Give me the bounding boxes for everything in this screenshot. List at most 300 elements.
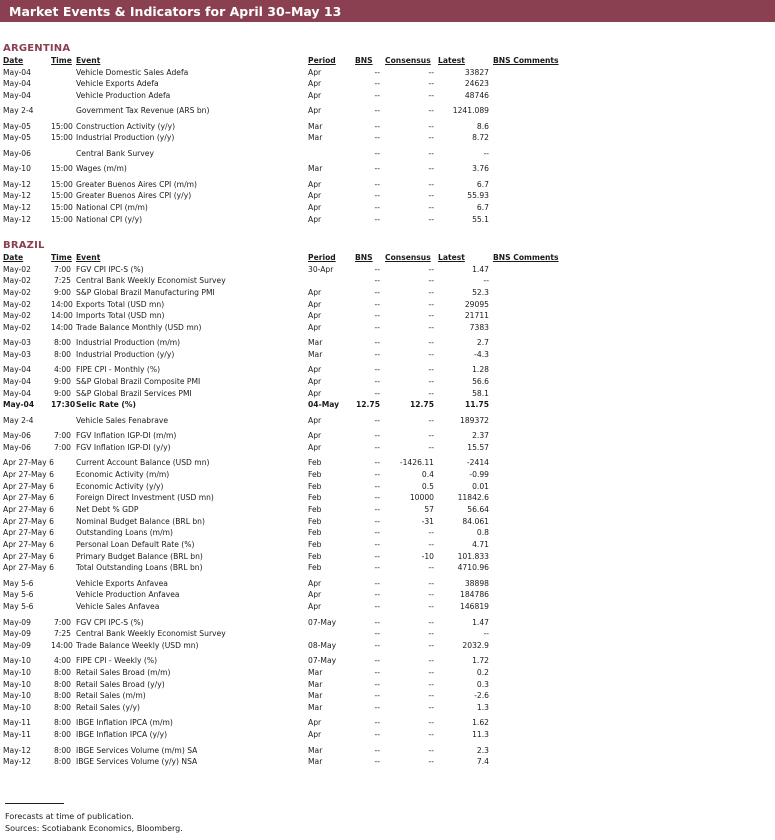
period-cell: Apr: [308, 365, 322, 375]
period-cell: Apr: [308, 602, 322, 612]
latest-cell: 33827: [464, 67, 489, 77]
latest-cell: 8.72: [472, 133, 489, 143]
date-header: Date: [3, 253, 24, 262]
bns-forecast-cell: --: [374, 106, 380, 116]
date-cell: May-06: [3, 148, 31, 158]
latest-cell: 58.1: [472, 388, 489, 398]
period-cell: Apr: [308, 730, 322, 739]
time-cell: 7:00: [53, 617, 71, 627]
consensus-cell: --: [428, 79, 434, 89]
period-cell: Mar: [308, 121, 323, 131]
event-cell: Vehicle Production Adefa: [76, 90, 171, 100]
latest-cell: 1241.089: [452, 106, 489, 116]
footnote-divider: [5, 803, 64, 804]
latest-cell: 2.7: [476, 338, 489, 348]
bns-forecast-cell: --: [374, 121, 380, 131]
consensus-cell: --: [428, 106, 434, 116]
period-cell: Feb: [308, 540, 322, 549]
table-row: [0, 122, 775, 132]
period-cell: Mar: [308, 164, 323, 174]
bns-forecast-cell: --: [374, 516, 380, 526]
latest-cell: 21711: [464, 311, 489, 321]
event-cell: Retail Sales Broad (y/y): [76, 679, 165, 689]
bns-forecast-cell: --: [374, 745, 380, 755]
event-cell: Vehicle Exports Anfavea: [76, 578, 168, 588]
latest-cell: 84.061: [462, 516, 489, 526]
consensus-cell: --: [428, 679, 434, 689]
time-cell: 14:00: [51, 322, 73, 332]
consensus-cell: 12.75: [409, 400, 434, 410]
period-cell: Mar: [308, 133, 323, 143]
event-cell: IBGE Inflation IPCA (m/m): [76, 718, 173, 728]
consensus-cell: --: [428, 67, 434, 77]
time-cell: 9:00: [53, 377, 71, 386]
consensus-cell: --: [428, 214, 434, 224]
event-cell: Trade Balance Weekly (USD mn): [76, 640, 199, 650]
date-cell: May-10: [3, 656, 31, 666]
table-row: [0, 300, 775, 310]
event-cell: FIPE CPI - Weekly (%): [76, 656, 158, 666]
consensus-cell: --: [428, 90, 434, 100]
bns-forecast-cell: --: [374, 79, 380, 89]
table-row: [0, 505, 775, 515]
bns-forecast-cell: --: [374, 202, 380, 212]
time-cell: 8:00: [53, 730, 71, 739]
time-cell: 7:25: [53, 629, 71, 639]
table-row: [0, 718, 775, 728]
bns-forecast-cell: --: [374, 431, 380, 441]
bns-forecast-cell: --: [374, 540, 380, 549]
table-row: [0, 629, 775, 639]
date-cell: May-05: [3, 121, 31, 131]
event-cell: FGV Inflation IGP-DI (y/y): [76, 442, 171, 452]
bns-forecast-cell: --: [374, 528, 380, 538]
time-cell: 15:00: [51, 191, 73, 201]
table-row: [0, 180, 775, 190]
event-cell: FIPE CPI - Monthly (%): [76, 365, 161, 375]
date-cell: May-05: [3, 133, 31, 143]
table-row: [0, 528, 775, 538]
period-cell: Mar: [308, 702, 323, 712]
consensus-cell: --: [428, 388, 434, 398]
date-cell: May 2-4: [3, 106, 34, 116]
table-row: [0, 590, 775, 600]
consensus-cell: 0.5: [421, 481, 434, 491]
event-cell: Exports Total (USD mn): [76, 299, 165, 309]
consensus-cell: --: [428, 563, 434, 573]
period-header: Period: [308, 56, 336, 65]
bns-forecast-cell: --: [374, 214, 380, 224]
consensus-header: Consensus: [385, 253, 431, 262]
table-row: [0, 164, 775, 174]
time-cell: 15:00: [51, 121, 73, 131]
consensus-cell: --: [428, 578, 434, 588]
time-cell: 8:00: [53, 667, 71, 677]
table-row: [0, 618, 775, 628]
event-cell: Imports Total (USD mn): [76, 311, 165, 321]
bns-forecast-cell: --: [374, 640, 380, 650]
event-cell: Current Account Balance (USD mn): [76, 458, 210, 468]
latest-cell: 184786: [460, 590, 489, 600]
latest-cell: 11.75: [464, 400, 489, 410]
consensus-cell: -1426.11: [399, 458, 434, 468]
latest-cell: 7.4: [476, 757, 489, 767]
period-cell: Mar: [308, 679, 323, 689]
bns-forecast-cell: --: [374, 629, 380, 639]
event-cell: FGV CPI IPC-S (%): [76, 264, 144, 274]
date-cell: May-02: [3, 276, 31, 286]
bns-forecast-cell: --: [374, 67, 380, 77]
date-cell: May-12: [3, 745, 31, 755]
table-row: [0, 482, 775, 492]
bns-forecast-cell: --: [374, 505, 380, 514]
period-cell: 07-May: [308, 656, 337, 666]
consensus-cell: --: [428, 590, 434, 600]
bns-forecast-cell: --: [374, 287, 380, 297]
event-cell: Trade Balance Monthly (USD mn): [76, 322, 202, 332]
table-row: [0, 493, 775, 503]
event-cell: Industrial Production (y/y): [76, 133, 175, 143]
date-cell: May-12: [3, 202, 31, 212]
consensus-cell: --: [428, 349, 434, 359]
event-cell: Industrial Production (m/m): [76, 338, 181, 348]
time-cell: 8:00: [53, 757, 71, 767]
table-row: [0, 458, 775, 468]
latest-cell: 6.7: [476, 202, 489, 212]
bns-forecast-cell: --: [374, 191, 380, 201]
latest-cell: 24623: [464, 79, 489, 89]
date-cell: Apr 27-May 6: [3, 493, 54, 503]
bns-forecast-cell: --: [374, 338, 380, 348]
bns-forecast-cell: --: [374, 388, 380, 398]
date-cell: May-12: [3, 757, 31, 767]
event-cell: Industrial Production (y/y): [76, 349, 175, 359]
date-cell: May-04: [3, 388, 31, 398]
time-cell: 8:00: [53, 349, 71, 359]
time-cell: 15:00: [51, 164, 73, 174]
date-cell: Apr 27-May 6: [3, 470, 54, 479]
bns-forecast-cell: --: [374, 493, 380, 503]
event-cell: National CPI (m/m): [76, 202, 148, 212]
time-cell: 9:00: [53, 287, 71, 297]
period-cell: Apr: [308, 106, 322, 116]
event-cell: IBGE Services Volume (m/m) SA: [76, 745, 198, 755]
date-cell: May-04: [3, 365, 31, 375]
latest-cell: 0.01: [472, 481, 489, 491]
event-cell: Retail Sales (m/m): [76, 691, 146, 701]
page-title: Market Events & Indicators for April 30–May 13: [9, 4, 342, 19]
bns-forecast-cell: --: [374, 415, 380, 425]
consensus-cell: --: [428, 191, 434, 201]
period-cell: Mar: [308, 757, 323, 767]
period-cell: Apr: [308, 322, 322, 332]
table-row: [0, 106, 775, 116]
period-cell: 04-May: [308, 400, 340, 410]
consensus-cell: 0.4: [421, 470, 434, 479]
date-cell: May-03: [3, 349, 31, 359]
latest-cell: 29095: [464, 299, 489, 309]
latest-cell: 1.28: [472, 365, 489, 375]
consensus-cell: -10: [421, 551, 434, 561]
date-cell: May-06: [3, 431, 31, 441]
latest-cell: 101.833: [457, 551, 489, 561]
date-cell: Apr 27-May 6: [3, 551, 54, 561]
date-cell: Apr 27-May 6: [3, 516, 54, 526]
date-cell: May 2-4: [3, 415, 34, 425]
latest-cell: 1.47: [472, 264, 489, 274]
consensus-cell: --: [428, 442, 434, 452]
bns-forecast-cell: --: [374, 551, 380, 561]
period-cell: Feb: [308, 470, 322, 479]
event-cell: Selic Rate (%): [76, 400, 136, 410]
event-header: Event: [76, 253, 101, 262]
table-row: [0, 443, 775, 453]
period-cell: Feb: [308, 493, 322, 503]
latest-cell: 3.76: [472, 164, 489, 174]
event-cell: Central Bank Weekly Economist Survey: [76, 276, 226, 286]
consensus-cell: --: [428, 640, 434, 650]
latest-cell: -0.99: [469, 470, 489, 479]
table-row: [0, 680, 775, 690]
latest-cell: -2414: [466, 458, 489, 468]
footnote-forecasts: Forecasts at time of publication.: [5, 812, 134, 821]
column-header-row: [0, 56, 775, 66]
event-cell: Vehicle Sales Fenabrave: [76, 415, 169, 425]
bns-forecast-cell: 12.75: [355, 400, 380, 410]
date-header: Date: [3, 56, 24, 65]
bns-forecast-cell: --: [374, 470, 380, 479]
consensus-cell: --: [428, 179, 434, 189]
period-cell: Apr: [308, 287, 322, 297]
bns-forecast-cell: --: [374, 656, 380, 666]
event-cell: Nominal Budget Balance (BRL bn): [76, 516, 205, 526]
table-row: [0, 641, 775, 651]
latest-cell: 2032.9: [462, 640, 489, 650]
table-row: [0, 579, 775, 589]
table-row: [0, 191, 775, 201]
date-cell: Apr 27-May 6: [3, 540, 54, 549]
latest-cell: 11.3: [472, 730, 489, 739]
period-cell: Feb: [308, 481, 322, 491]
period-cell: Apr: [308, 191, 322, 201]
event-cell: S&P Global Brazil Manufacturing PMI: [76, 287, 215, 297]
period-cell: Apr: [308, 442, 322, 452]
event-cell: Total Outstanding Loans (BRL bn): [76, 563, 203, 573]
period-cell: Apr: [308, 718, 322, 728]
latest-cell: 1.72: [472, 656, 489, 666]
event-cell: Foreign Direct Investment (USD mn): [76, 493, 214, 503]
event-cell: Government Tax Revenue (ARS bn): [76, 106, 210, 116]
date-cell: May-03: [3, 338, 31, 348]
latest-cell: 1.3: [476, 702, 489, 712]
bns-forecast-cell: --: [374, 322, 380, 332]
consensus-cell: --: [428, 667, 434, 677]
date-cell: May-02: [3, 311, 31, 321]
period-cell: Feb: [308, 505, 322, 514]
time-cell: 8:00: [53, 679, 71, 689]
table-row: [0, 602, 775, 612]
table-row: [0, 540, 775, 550]
event-cell: Greater Buenos Aires CPI (m/m): [76, 179, 197, 189]
consensus-cell: 57: [424, 505, 434, 514]
date-cell: May-10: [3, 702, 31, 712]
date-cell: Apr 27-May 6: [3, 505, 54, 514]
latest-cell: 4.71: [472, 540, 489, 549]
table-row: [0, 91, 775, 101]
table-row: [0, 149, 775, 159]
period-cell: Apr: [308, 79, 322, 89]
period-cell: Apr: [308, 90, 322, 100]
latest-cell: --: [483, 276, 489, 286]
date-cell: May-10: [3, 691, 31, 701]
consensus-cell: -31: [421, 516, 434, 526]
event-cell: Greater Buenos Aires CPI (y/y): [76, 191, 192, 201]
date-cell: May-10: [3, 679, 31, 689]
table-row: [0, 377, 775, 387]
consensus-cell: --: [428, 415, 434, 425]
event-cell: Primary Budget Balance (BRL bn): [76, 551, 203, 561]
consensus-cell: --: [428, 540, 434, 549]
time-cell: 7:25: [53, 276, 71, 286]
bns-header: BNS: [355, 253, 373, 262]
period-cell: Apr: [308, 179, 322, 189]
bns-forecast-cell: --: [374, 602, 380, 612]
bns-forecast-cell: --: [374, 365, 380, 375]
table-row: [0, 276, 775, 286]
period-cell: Mar: [308, 338, 323, 348]
time-cell: 15:00: [51, 214, 73, 224]
consensus-cell: --: [428, 202, 434, 212]
date-cell: May-12: [3, 191, 31, 201]
bns-forecast-cell: --: [374, 377, 380, 386]
bns-forecast-cell: --: [374, 458, 380, 468]
bns-forecast-cell: --: [374, 179, 380, 189]
bns-forecast-cell: --: [374, 481, 380, 491]
consensus-cell: --: [428, 617, 434, 627]
time-cell: 4:00: [53, 656, 71, 666]
event-cell: Personal Loan Default Rate (%): [76, 540, 195, 549]
bns-forecast-cell: --: [374, 757, 380, 767]
bns-forecast-cell: --: [374, 702, 380, 712]
event-cell: FGV CPI IPC-S (%): [76, 617, 144, 627]
latest-cell: 0.3: [476, 679, 489, 689]
date-cell: May-02: [3, 299, 31, 309]
time-cell: 7:00: [53, 431, 71, 441]
latest-cell: 2.3: [476, 745, 489, 755]
bns-header: BNS: [355, 56, 373, 65]
date-cell: May-11: [3, 730, 31, 739]
event-cell: S&P Global Brazil Composite PMI: [76, 377, 201, 386]
period-cell: Apr: [308, 202, 322, 212]
bns-forecast-cell: --: [374, 718, 380, 728]
latest-cell: --: [483, 148, 489, 158]
latest-header: Latest: [438, 253, 465, 262]
consensus-cell: --: [428, 730, 434, 739]
event-cell: Economic Activity (y/y): [76, 481, 164, 491]
date-cell: May 5-6: [3, 590, 34, 600]
latest-cell: 55.93: [467, 191, 489, 201]
table-row: [0, 470, 775, 480]
date-cell: Apr 27-May 6: [3, 481, 54, 491]
date-cell: May-09: [3, 640, 31, 650]
period-cell: Feb: [308, 458, 322, 468]
event-cell: IBGE Inflation IPCA (y/y): [76, 730, 168, 739]
table-row: [0, 552, 775, 562]
latest-cell: 55.1: [472, 214, 489, 224]
period-cell: Feb: [308, 551, 322, 561]
table-row: [0, 265, 775, 275]
period-cell: Feb: [308, 563, 322, 573]
event-cell: Central Bank Weekly Economist Survey: [76, 629, 226, 639]
consensus-header: Consensus: [385, 56, 431, 65]
bns-forecast-cell: --: [374, 667, 380, 677]
table-row: [0, 730, 775, 740]
period-cell: Apr: [308, 377, 322, 386]
period-cell: Apr: [308, 67, 322, 77]
event-cell: Wages (m/m): [76, 164, 127, 174]
bns-forecast-cell: --: [374, 276, 380, 286]
bns-forecast-cell: --: [374, 590, 380, 600]
event-cell: Vehicle Production Anfavea: [76, 590, 180, 600]
period-cell: Mar: [308, 691, 323, 701]
time-cell: 15:00: [51, 202, 73, 212]
footnote-sources: Sources: Scotiabank Economics, Bloomberg.: [5, 824, 183, 833]
period-cell: Apr: [308, 578, 322, 588]
date-cell: May 5-6: [3, 578, 34, 588]
table-row: [0, 311, 775, 321]
bns-forecast-cell: --: [374, 148, 380, 158]
latest-cell: 48746: [464, 90, 489, 100]
period-header: Period: [308, 253, 336, 262]
table-row: [0, 365, 775, 375]
latest-cell: 2.37: [472, 431, 489, 441]
consensus-cell: --: [428, 431, 434, 441]
latest-cell: 6.7: [476, 179, 489, 189]
latest-cell: 4710.96: [457, 563, 489, 573]
consensus-cell: --: [428, 322, 434, 332]
time-cell: 8:00: [53, 718, 71, 728]
table-row: [0, 323, 775, 333]
period-cell: Mar: [308, 745, 323, 755]
period-cell: 30-Apr: [308, 264, 334, 274]
consensus-cell: --: [428, 299, 434, 309]
latest-cell: 0.8: [476, 528, 489, 538]
table-row: [0, 215, 775, 225]
consensus-cell: --: [428, 276, 434, 286]
table-row: [0, 656, 775, 666]
table-row: [0, 703, 775, 713]
bns-forecast-cell: --: [374, 691, 380, 701]
table-row: [0, 563, 775, 573]
consensus-cell: --: [428, 691, 434, 701]
time-cell: 7:00: [53, 442, 71, 452]
time-cell: 14:00: [51, 299, 73, 309]
date-cell: May-02: [3, 264, 31, 274]
event-cell: Net Debt % GDP: [76, 505, 139, 514]
period-cell: Mar: [308, 349, 323, 359]
consensus-cell: --: [428, 164, 434, 174]
consensus-cell: --: [428, 745, 434, 755]
table-row: [0, 79, 775, 89]
period-cell: 07-May: [308, 617, 337, 627]
time-cell: 15:00: [51, 179, 73, 189]
bns-forecast-cell: --: [374, 730, 380, 739]
latest-header: Latest: [438, 56, 465, 65]
event-cell: Vehicle Exports Adefa: [76, 79, 159, 89]
period-cell: Apr: [308, 431, 322, 441]
latest-cell: 1.62: [472, 718, 489, 728]
consensus-cell: --: [428, 148, 434, 158]
